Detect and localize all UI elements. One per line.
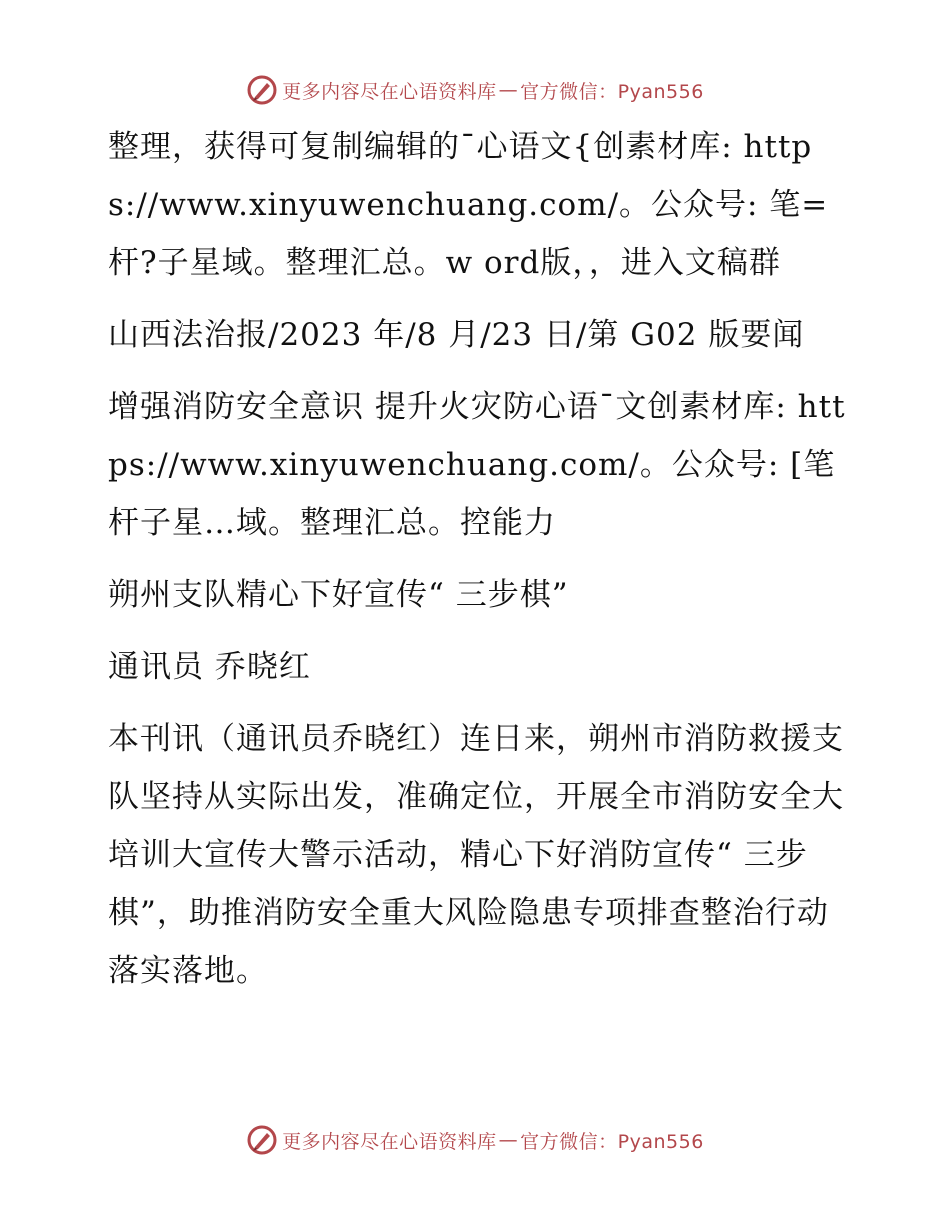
source-line: 山西法治报/2023 年/8 月/23 日/第 G02 版要闻: [108, 317, 805, 353]
watermark-dash: —: [498, 79, 519, 101]
header-watermark: [0, 70, 950, 110]
headline: 增强消防安全意识 提升火灾防心语¯文创素材库: https://www.xinyuwenchuang.com/。公众号: [笔杆子星…域。整理汇总。控能力: [108, 389, 846, 541]
footer-watermark: [0, 1120, 950, 1160]
body-paragraph: 本刊讯（通讯员乔晓红）连日来，朔州市消防救援支队坚持从实际出发，准确定位，开展全市消防安全大培训大宣传大警示活动，精心下好消防宣传“ 三步棋”，助推消防安全重大风险隐患专项排查整治行动落实落地。: [108, 721, 844, 989]
watermark-contact: 官方微信：Pyan556: [520, 80, 704, 103]
watermark-contact: 官方微信：Pyan556: [520, 1130, 704, 1153]
watermark-dash: —: [498, 1129, 519, 1151]
byline: 通讯员 乔晓红: [108, 649, 311, 685]
watermark-text: 更多内容尽在心语资料库: [282, 80, 497, 103]
document-body: [98, 118, 858, 1000]
intro-paragraph: 整理，获得可复制编辑的¯心语文{创素材库: https://www.xinyuwenchuang.com/。公众号: 笔=杆?子星域。整理汇总。w ord版，，进入文稿群: [108, 129, 829, 281]
subheadline: 朔州支队精心下好宣传“ 三步棋”: [108, 577, 569, 613]
pen-logo-icon: [246, 1124, 278, 1156]
pen-logo-icon: [246, 74, 278, 106]
watermark-text: 更多内容尽在心语资料库: [282, 1130, 497, 1153]
